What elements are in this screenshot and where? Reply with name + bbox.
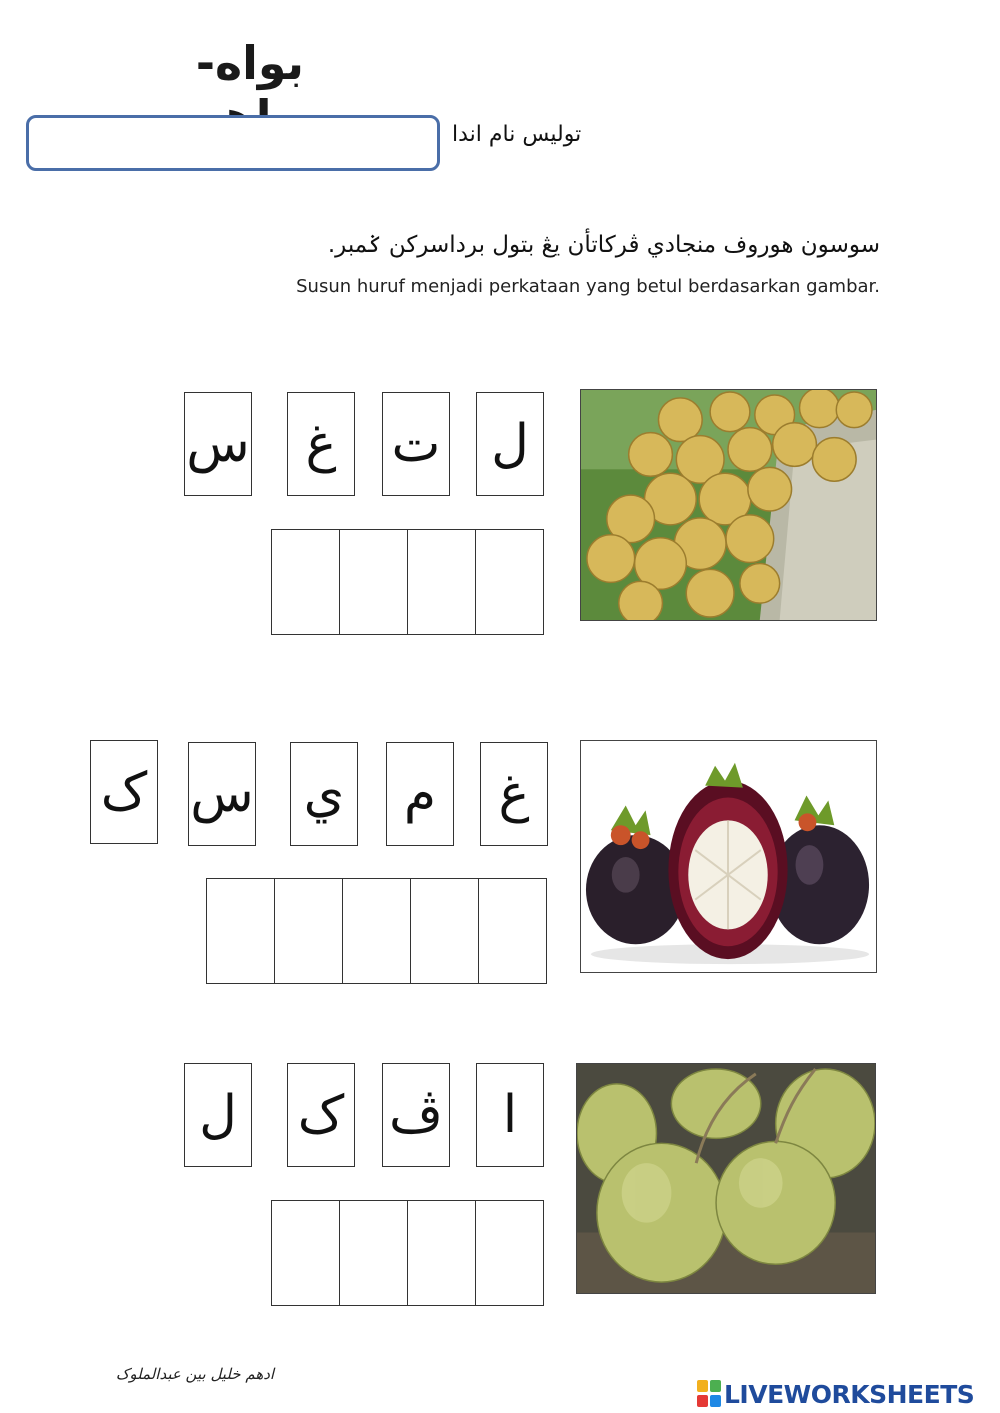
answer-row <box>271 1200 544 1306</box>
mangosteen-fruit-photo <box>580 740 877 973</box>
letter-tile[interactable]: ل <box>476 392 544 496</box>
author-credit: ادهم خليل بين عبدالملوک <box>115 1365 275 1383</box>
answer-slot[interactable] <box>408 1201 476 1305</box>
answer-slot[interactable] <box>479 879 547 983</box>
letter-tile[interactable]: ک <box>287 1063 355 1167</box>
answer-slot[interactable] <box>272 530 340 634</box>
name-label: توليس نام اندا <box>452 122 582 147</box>
answer-slot[interactable] <box>408 530 476 634</box>
answer-slot[interactable] <box>207 879 275 983</box>
answer-row <box>271 529 544 635</box>
young-coconut-photo <box>576 1063 876 1294</box>
answer-slot[interactable] <box>343 879 411 983</box>
letter-tile[interactable]: ي <box>290 742 358 846</box>
answer-slot[interactable] <box>476 530 544 634</box>
letter-tile[interactable]: س <box>188 742 256 846</box>
page-title: بواه- <box>195 36 305 90</box>
answer-slot[interactable] <box>411 879 479 983</box>
letter-tile[interactable]: ک <box>90 740 158 844</box>
answer-row <box>206 878 547 984</box>
instruction-rumi: Susun huruf menjadi perkataan yang betul berdasarkan gambar. <box>296 276 880 297</box>
name-input[interactable] <box>26 115 440 171</box>
letter-tile[interactable]: م <box>386 742 454 846</box>
letter-tile[interactable]: ڤ <box>382 1063 450 1167</box>
answer-slot[interactable] <box>275 879 343 983</box>
liveworksheets-logo <box>697 1377 974 1411</box>
letter-tile[interactable]: غ <box>287 392 355 496</box>
answer-slot[interactable] <box>476 1201 544 1305</box>
answer-slot[interactable] <box>340 530 408 634</box>
letter-tile[interactable]: ت <box>382 392 450 496</box>
letter-tile[interactable]: غ <box>480 742 548 846</box>
letter-tile[interactable]: ل <box>184 1063 252 1167</box>
instruction-jawi: سوسون هوروف منجادي ڤركاتأن يڠ بتول برداسركن ݢمبر. <box>327 232 880 258</box>
answer-slot[interactable] <box>272 1201 340 1305</box>
liveworksheets-logo-icon <box>697 1380 721 1408</box>
brand-name: LIVEWORKSHEETS <box>724 1379 975 1409</box>
letter-tile[interactable]: ا <box>476 1063 544 1167</box>
letter-tile[interactable]: س <box>184 392 252 496</box>
answer-slot[interactable] <box>340 1201 408 1305</box>
langsat-fruit-photo <box>580 389 877 621</box>
